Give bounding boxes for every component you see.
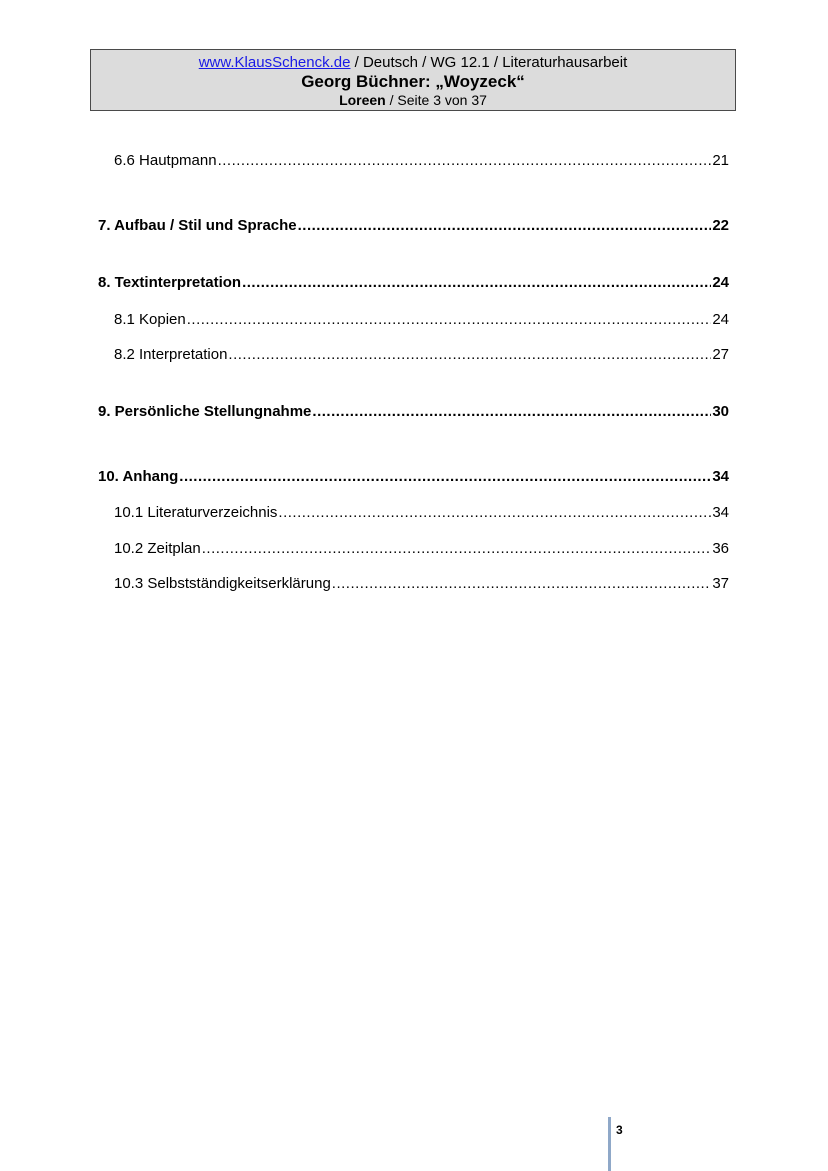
page-info: / Seite 3 von 37 <box>385 92 487 108</box>
toc-entry[interactable] <box>114 575 729 593</box>
toc-entry-page: 34 <box>712 504 729 521</box>
toc-leader-dots <box>242 274 711 292</box>
toc-leader-dots <box>332 575 712 593</box>
toc-entry[interactable] <box>114 311 729 329</box>
toc-entry-label: 10.2 Zeitplan <box>114 540 201 557</box>
site-link[interactable]: www.KlausSchenck.de <box>198 54 351 71</box>
toc-entry-label: 8. Textinterpretation <box>98 274 242 291</box>
document-title: Georg Büchner: „Woyzeck“ <box>301 72 525 91</box>
toc-entry[interactable] <box>98 274 729 292</box>
toc-entry-label: 9. Persönliche Stellungnahme <box>98 403 312 420</box>
toc-entry-page: 22 <box>712 217 729 234</box>
toc-entry-label: 6.6 Hautpmann <box>114 152 217 169</box>
toc-entry-label: 10.1 Literaturverzeichnis <box>114 504 278 521</box>
toc-entry-page: 37 <box>712 575 729 592</box>
toc-entry-page: 36 <box>712 540 729 557</box>
toc-entry-label: 8.1 Kopien <box>114 311 186 328</box>
toc-leader-dots <box>312 403 711 421</box>
toc-leader-dots <box>179 468 711 486</box>
toc-leader-dots <box>202 540 712 558</box>
toc-entry[interactable] <box>98 468 729 486</box>
toc-leader-dots <box>228 346 711 364</box>
toc-leader-dots <box>278 504 711 522</box>
toc-leader-dots <box>218 152 712 170</box>
toc-entry-page: 24 <box>712 274 729 291</box>
toc-leader-dots <box>187 311 712 329</box>
toc-entry[interactable] <box>98 403 729 421</box>
header-path: / Deutsch / WG 12.1 / Literaturhausarbeit <box>350 54 628 71</box>
toc-entry[interactable] <box>114 540 729 558</box>
header-path-line <box>91 53 735 72</box>
page-number-bar <box>608 1117 611 1171</box>
toc-entry-page: 24 <box>712 311 729 328</box>
toc-entry[interactable] <box>98 217 729 235</box>
header-author-line <box>91 92 735 109</box>
toc-entry-label: 7. Aufbau / Stil und Sprache <box>98 217 297 234</box>
author-name: Loreen <box>339 92 386 108</box>
toc-entry-page: 34 <box>712 468 729 485</box>
toc-entry-label: 10. Anhang <box>98 468 179 485</box>
toc-leader-dots <box>298 217 712 235</box>
toc-entry[interactable] <box>114 504 729 522</box>
page-number: 3 <box>616 1123 623 1137</box>
toc-entry[interactable] <box>114 346 729 364</box>
toc-entry-page: 30 <box>712 403 729 420</box>
page-header <box>90 49 736 111</box>
toc-entry-label: 8.2 Interpretation <box>114 346 228 363</box>
toc-entry-page: 21 <box>712 152 729 169</box>
toc-entry[interactable] <box>114 152 729 170</box>
toc-entry-label: 10.3 Selbstständigkeitserklärung <box>114 575 331 592</box>
toc-entry-page: 27 <box>712 346 729 363</box>
